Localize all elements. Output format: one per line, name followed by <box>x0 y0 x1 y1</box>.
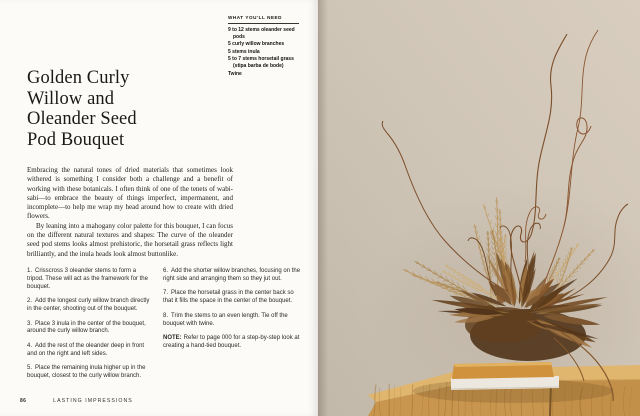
bouquet-photo <box>318 0 640 416</box>
materials-heading: WHAT YOU'LL NEED <box>228 15 299 24</box>
step-number: 6. <box>163 268 169 274</box>
material-item: 5 curly willow branches <box>228 41 285 48</box>
step-item <box>27 268 154 292</box>
page-footer <box>20 398 133 404</box>
step-number: 8. <box>163 312 169 319</box>
step-item <box>163 268 302 284</box>
step-text: Trim the stems to an even length. Tie off the bouquet with twine. <box>163 312 288 327</box>
note-label: NOTE: <box>163 334 182 341</box>
book-title: LASTING IMPRESSIONS <box>53 398 133 404</box>
material-item: 5 stems inula <box>228 48 260 55</box>
step-text: Crisscross 3 oleander stems to form a tripod. These will act as the framework for the bouquet. <box>27 268 148 290</box>
materials-panel <box>228 15 299 79</box>
steps-column-right <box>163 268 302 351</box>
step-item <box>163 290 302 306</box>
left-page <box>0 0 318 416</box>
step-number: 3. <box>27 320 33 327</box>
step-number: 7. <box>163 290 169 297</box>
note-text: Refer to page 000 for a step-by-step look at creating a hand-tied bouquet. <box>163 334 300 349</box>
step-number: 4. <box>27 342 33 349</box>
intro-paragraph-1: Embracing the natural tones of dried materials that sometimes look withered is something I consider both a challenge and a benefit of working with these botanicals. I often think of one of the tenets of wabi-sabi—to embrace the beauty of things imperfect, impermanent, and incomplete—to help me wrap my head around how to create with dried flowers. <box>27 166 233 221</box>
material-item: 9 to 12 stems oleander seed pods <box>228 26 295 40</box>
step-text: Place 3 inula in the center of the bouquet, around the curly willow branch. <box>27 320 146 335</box>
note <box>163 335 302 351</box>
title-line: Willow and <box>27 88 115 109</box>
recipe-title <box>27 68 137 150</box>
step-text: Place the remaining inula higher up in the bouquet, closest to the curly willow branch. <box>27 365 146 380</box>
step-text: Place the horsetail grass in the center back so that it fills the space in the center of the bouquet. <box>163 290 294 305</box>
step-number: 5. <box>27 365 33 372</box>
step-item <box>27 343 154 359</box>
step-text: Add the longest curly willow branch directly in the center, shooting out of the bouquet. <box>27 298 150 313</box>
steps-column-left <box>27 268 154 387</box>
step-item <box>27 365 154 381</box>
page-number: 86 <box>20 398 27 404</box>
materials-list <box>228 27 299 79</box>
right-page-photo <box>318 0 640 416</box>
title-line: Oleander Seed <box>27 109 137 130</box>
step-text: Add the rest of the oleander deep in front and on the right and left sides. <box>27 342 145 357</box>
step-item <box>27 321 154 337</box>
step-item <box>163 313 302 329</box>
material-item: 5 to 7 stems horsetail grass (stipa barba de bode) <box>228 56 294 70</box>
intro-text <box>27 166 233 259</box>
title-line: Golden Curly <box>27 68 130 88</box>
intro-paragraph-2: By leaning into a mahogany color palette for this bouquet, I can focus on the different natural textures and shapes: The curve of the oleander seed pod stems looks almost prehistoric, the horsetail grass reflects light brilliantly, and the inula heads look almost buttonlike. <box>27 221 233 258</box>
step-number: 2. <box>27 298 33 305</box>
step-text: Add the shorter willow branches, focusing on the right side and arranging them so they jut out. <box>163 268 301 282</box>
step-item <box>27 298 154 314</box>
material-item: Twine <box>228 71 242 78</box>
title-line: Pod Bouquet <box>27 129 125 150</box>
step-number: 1. <box>27 268 33 274</box>
gutter-shadow <box>318 0 328 416</box>
